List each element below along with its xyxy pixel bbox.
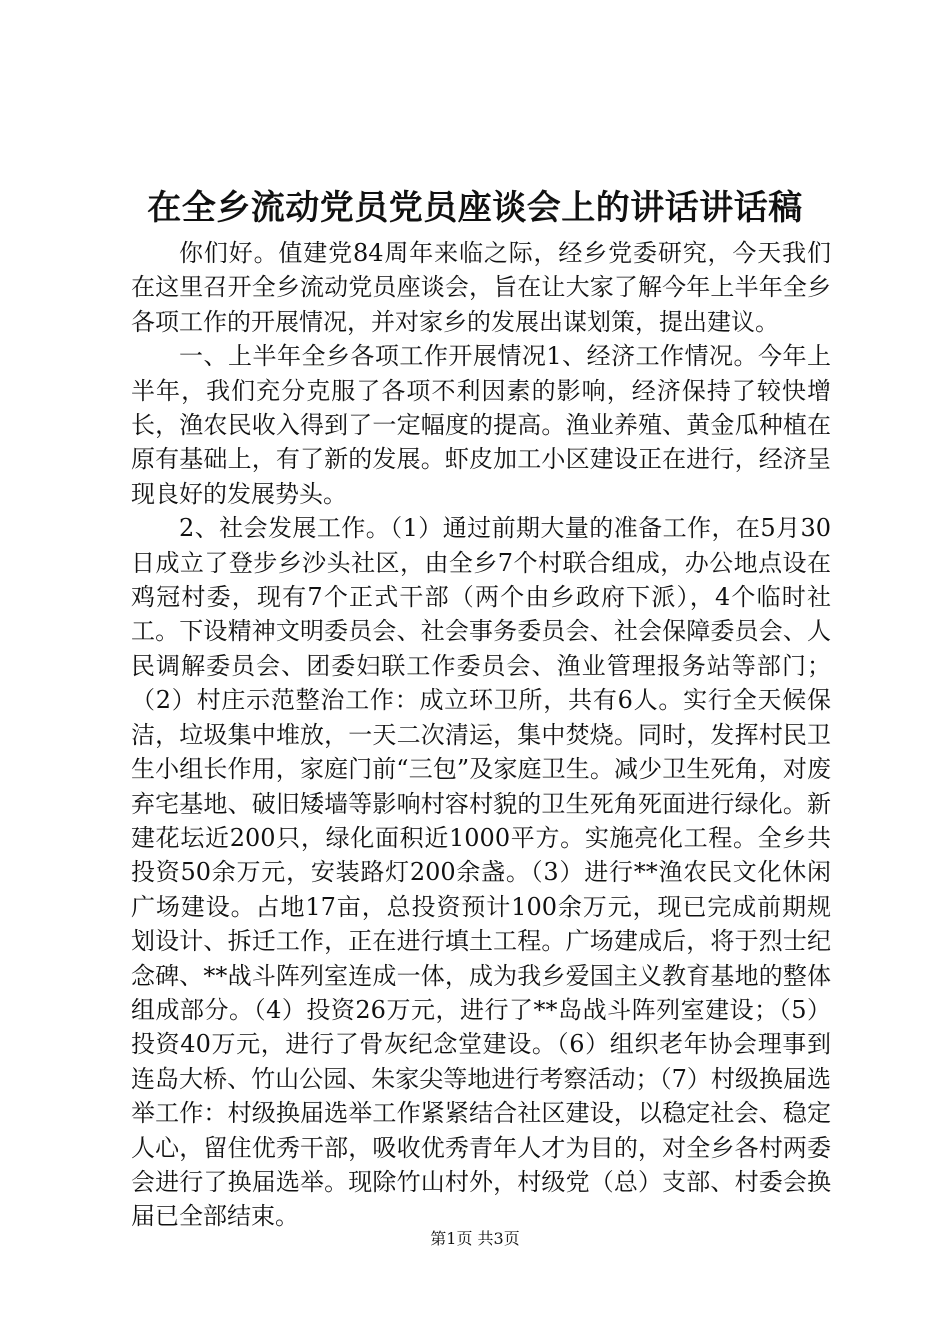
paragraph-greeting: 你们好。值建党84周年来临之际，经乡党委研究，今天我们在这里召开全乡流动党员座谈会，旨在让大家了解今年上半年全乡各项工作的开展情况，并对家乡的发展出谋划策，提出建议。 (131, 239, 831, 336)
document-body (131, 236, 831, 1234)
paragraph-social-development: 2、社会发展工作。（1）通过前期大量的准备工作，在5月30日成立了登步乡沙头社区，由全乡7个村联合组成，办公地点设在鸡冠村委，现有7个正式干部（两个由乡政府下派），4个临时社工。下设精神文明委员会、社会事务委员会、社会保障委员会、人民调解委员会、团委妇联工作委员会、渔业管理报务站等部门；（2）村庄示范整治工作：成立环卫所，共有6人。实行全天候保洁，垃圾集中堆放，一天二次清运，集中焚烧。同时，发挥村民卫生小组长作用，家庭门前“三包”及家庭卫生。减少卫生死角，对废弃宅基地、破旧矮墙等影响村容村貌的卫生死角死面进行绿化。新建花坛近200只，绿化面积近1000平方。实施亮化工程。全乡共投资50余万元，安装路灯200余盏。（3）进行**渔农民文化休闲广场建设。占地17亩，总投资预计100余万元，现已完成前期规划设计、拆迁工作，正在进行填土工程。广场建成后，将于烈士纪念碑、**战斗阵列室连成一体，成为我乡爱国主义教育基地的整体组成部分。（4）投资26万元，进行了**岛战斗阵列室建设；（5）投资40万元，进行了骨灰纪念堂建设。（6）组织老年协会理事到连岛大桥、竹山公园、朱家尖等地进行考察活动；（7）村级换届选举工作：村级换届选举工作紧紧结合社区建设，以稳定社会、稳定人心，留住优秀干部，吸收优秀青年人才为目的，对全乡各村两委会进行了换届选举。现除竹山村外，村级党（总）支部、村委会换届已全部结束。 (131, 514, 831, 1231)
page-number-footer: 第1页 共3页 (430, 1229, 520, 1248)
document-title: 在全乡流动党员党员座谈会上的讲话讲话稿 (147, 188, 803, 228)
paragraph-economic-work: 一、上半年全乡各项工作开展情况1、经济工作情况。今年上半年，我们充分克服了各项不利因素的影响，经济保持了较快增长，渔农民收入得到了一定幅度的提高。渔业养殖、黄金瓜种植在原有基础上，有了新的发展。虾皮加工小区建设正在进行，经济呈现良好的发展势头。 (131, 342, 831, 508)
